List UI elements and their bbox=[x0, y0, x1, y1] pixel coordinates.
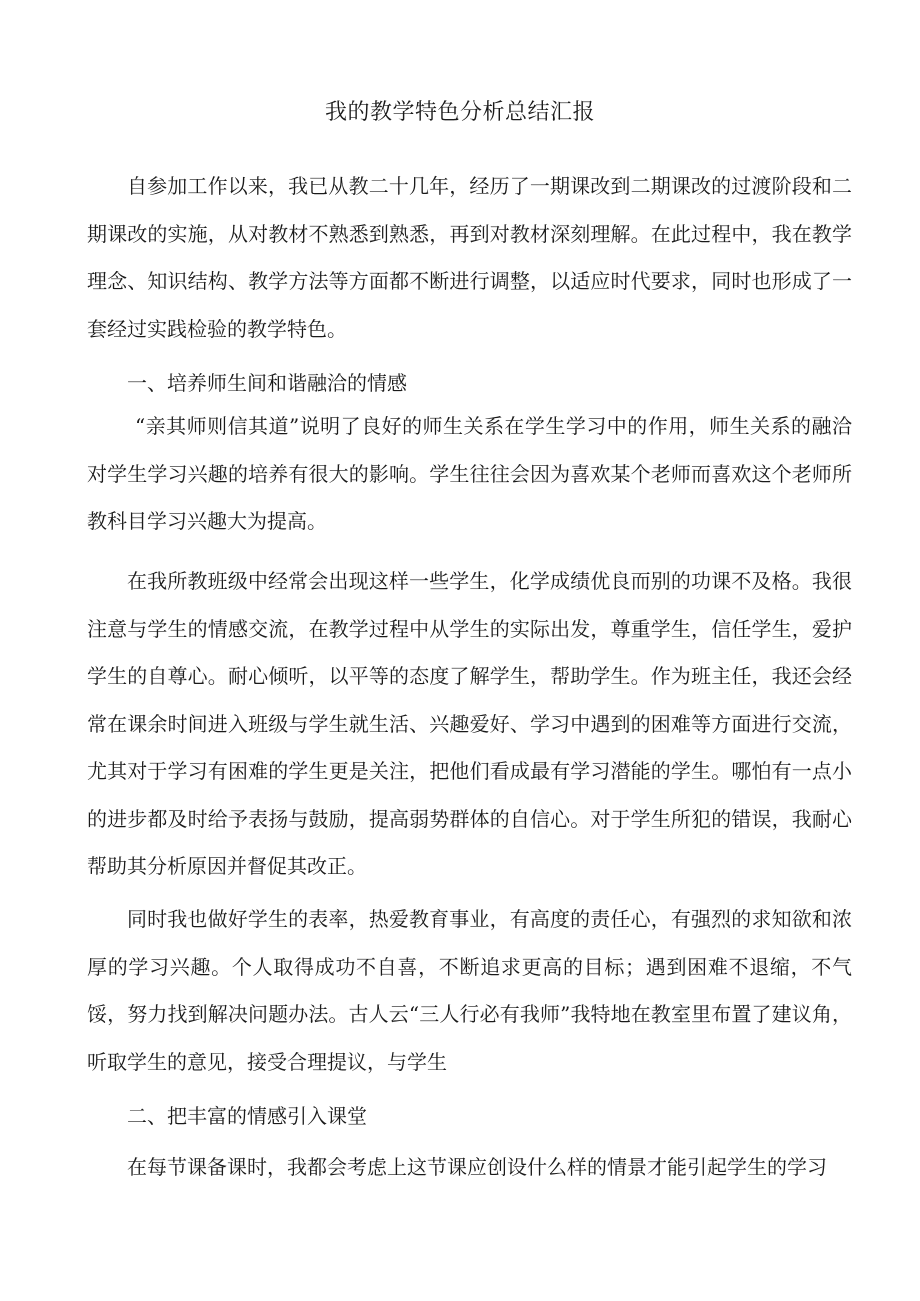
paragraph-emotional-communication: 在我所教班级中经常会出现这样一些学生，化学成绩优良而别的功课不及格。我很注意与学生的情感交流，在教学过程中从学生的实际出发，尊重学生，信任学生，爱护学生的自尊心。耐心倾听，以平等的态度了解学生，帮助学生。作为班主任，我还会经常在课余时间进入班级与学生就生活、兴趣爱好、学习中遇到的困难等方面进行交流，尤其对于学习有困难的学生更是关注，把他们看成最有学习潜能的学生。哪怕有一点小的进步都及时给予表扬与鼓励，提高弱势群体的自信心。对于学生所犯的错误，我耐心帮助其分析原因并督促其改正。 bbox=[87, 569, 852, 878]
section-heading-2: 二、把丰富的情感引入课堂 bbox=[127, 1104, 367, 1128]
document-title: 我的教学特色分析总结汇报 bbox=[324, 100, 595, 125]
paragraph-lesson-preparation: 在每节课备课时，我都会考虑上这节课应创设什么样的情景才能引起学生的学习 bbox=[127, 1155, 827, 1179]
paragraph-teacher-student-relation: “亲其师则信其道”说明了良好的师生关系在学生学习中的作用，师生关系的融洽对学生学习兴趣的培养有很大的影响。学生往往会因为喜欢某个老师而喜欢这个老师所教科目学习兴趣大为提高。 bbox=[87, 414, 852, 533]
intro-paragraph: 自参加工作以来，我已从教二十几年，经历了一期课改到二期课改的过渡阶段和二期课改的实施，从对教材不熟悉到熟悉，再到对教材深刻理解。在此过程中，我在教学理念、知识结构、教学方法等方面都不断进行调整，以适应时代要求，同时也形成了一套经过实践检验的教学特色。 bbox=[87, 174, 852, 341]
section-heading-1: 一、培养师生间和谐融洽的情感 bbox=[127, 371, 407, 395]
paragraph-role-model: 同时我也做好学生的表率，热爱教育事业，有高度的责任心，有强烈的求知欲和浓厚的学习兴趣。个人取得成功不自喜，不断追求更高的目标；遇到困难不退缩，不气馁，努力找到解决问题办法。古人云“三人行必有我师”我特地在教室里布置了建议角，听取学生的意见，接受合理提议，与学生 bbox=[87, 907, 852, 1074]
